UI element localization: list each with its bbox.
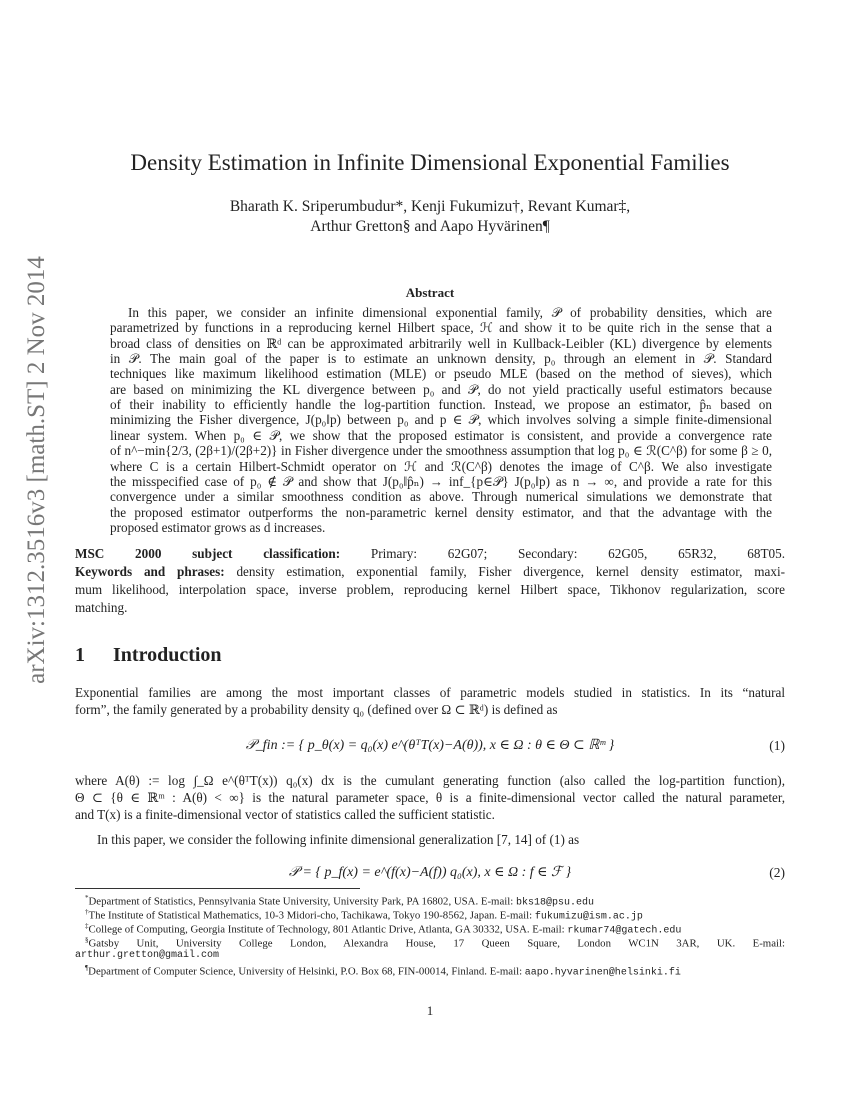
keywords-line: mum likelihood, interpolation space, inverse problem, reproducing kernel Hilbert space, Tikhonov regularization, score	[75, 582, 785, 597]
abstract-line: where C is a certain Hilbert-Schmidt operator on ℋ and ℛ(C^β) denotes the image of C^β. We also investigate	[110, 458, 773, 474]
footnote-email[interactable]: bks18@psu.edu	[515, 897, 594, 909]
paper-title: Density Estimation in Infinite Dimensional Exponential Families	[130, 150, 730, 175]
footnote-email[interactable]: aapo.hyvarinen@helsinki.fi	[524, 967, 681, 979]
keywords-label: Keywords and phrases:	[75, 564, 225, 579]
abstract-line: the misspecified case of p₀ ∉ 𝒫 and show that J(p₀‖p̂ₙ) → inf_{p∈𝒫} J(p₀‖p) as n → ∞, and provide a rate for this	[110, 473, 772, 489]
footnote-text: The Institute of Statistical Mathematics, 10-3 Midori-cho, Tachikawa, Tokyo 190-8562, Japan. E-mail:	[88, 909, 535, 922]
body-line: where A(θ) := log ∫_Ω e^(θᵀT(x)) q₀(x) dx is the cumulant generating function (also called the log-partition function),	[75, 773, 785, 788]
footnote-email[interactable]: arthur.gretton@gmail.com	[75, 950, 220, 961]
abstract-line: of their inability to efficiently handle the log-partition function. Instead, we propose an estimator, p̂ₙ based on	[110, 397, 772, 413]
body-line: and T(x) is a finite-dimensional vector of statistics called the sufficient statistic.	[75, 807, 495, 822]
footnote-mark: ¶	[85, 964, 89, 972]
msc-classification	[75, 546, 785, 561]
equation-1: 𝒫_fin := { p_θ(x) = q₀(x) e^(θᵀT(x)−A(θ)), x ∈ Ω : θ ∈ Θ ⊂ ℝᵐ }	[245, 738, 615, 753]
authors-line-1: Bharath K. Sriperumbudur*, Kenji Fukumizu†, Revant Kumar‡,	[229, 198, 631, 215]
abstract-heading: Abstract	[405, 285, 455, 300]
abstract-line: convergence under a similar smoothness condition as above. Through numerical simulations we demonstrate that	[110, 489, 772, 505]
body-line: In this paper, we consider the following infinite dimensional generalization [7, 14] of (1) as	[97, 832, 580, 847]
footnote-mark: ‡	[85, 922, 89, 930]
abstract-line: in 𝒫. The main goal of the paper is to estimate an unknown density, p₀ through an element in 𝒫. Standard	[110, 351, 772, 367]
abstract-line: the proposed estimator outperforms the non-parametric kernel density estimator, and that the advantage with the	[110, 504, 772, 520]
equation-2: 𝒫 = { p_f(x) = e^(f(x)−A(f)) q₀(x), x ∈ Ω : f ∈ ℱ }	[288, 865, 572, 880]
abstract-line: parametrized by functions in a reproducing kernel Hilbert space, ℋ and show it to be quite rich in the sense that a	[110, 320, 772, 336]
abstract-line: proposed estimator grows as d increases.	[110, 519, 326, 535]
footnote-text: Department of Statistics, Pennsylvania State University, University Park, PA 16802, USA. E-mail:	[88, 895, 516, 908]
keywords-line	[75, 564, 785, 579]
msc-label: MSC 2000 subject classification:	[75, 546, 341, 561]
page-number: 1	[426, 1003, 434, 1018]
section-heading	[75, 644, 250, 667]
footnote-mark: †	[85, 908, 89, 916]
abstract-line: linear system. When p₀ ∈ 𝒫, we show that the proposed estimator is consistent, and provide a convergence rate	[110, 427, 772, 443]
footnote-mark: §	[85, 936, 89, 944]
keywords-line: matching.	[75, 600, 128, 615]
abstract-line: minimizing the Fisher divergence, J(p₀‖p) between p₀ and p ∈ 𝒫, which involves solving a simple finite-dimensional	[110, 412, 772, 428]
body-line: form”, the family generated by a probability density q₀ (defined over Ω ⊂ ℝᵈ) is defined as	[75, 702, 558, 717]
body-line: Exponential families are among the most important classes of parametric models studied in statistics. In its “natural	[75, 685, 785, 700]
abstract-line: broad class of densities on ℝᵈ can be approximated arbitrarily well in Kullback-Leibler (KL) divergence by elements	[110, 335, 772, 351]
arxiv-identifier: arXiv:1312.3516v3 [math.ST] 2 Nov 2014	[23, 256, 50, 684]
footnote-text: Department of Computer Science, University of Helsinki, P.O. Box 68, FIN-00014, Finland. E-mail:	[88, 965, 525, 978]
abstract-line: are based on minimizing the KL divergence between p₀ and 𝒫, do not yield practically useful estimators because	[110, 381, 772, 397]
footnote-email[interactable]: rkumar74@gatech.edu	[567, 925, 682, 937]
footnote-text: Gatsby Unit, University College London, Alexandra House, 17 Queen Square, London WC1N 3AR, UK. E-mail:	[88, 937, 785, 950]
footnote-email[interactable]: fukumizu@ism.ac.jp	[534, 911, 643, 923]
footnote	[85, 962, 681, 980]
authors-line-2: Arthur Gretton§ and Aapo Hyvärinen¶	[310, 218, 550, 235]
equation-2-number: (2)	[769, 865, 785, 880]
footnote-text: College of Computing, Georgia Institute of Technology, 801 Atlantic Drive, Atlanta, GA 30332, USA. E-mail:	[88, 923, 568, 936]
abstract-line: In this paper, we consider an infinite dimensional exponential family, 𝒫 of probability densities, which are	[128, 305, 772, 320]
abstract-line: techniques like maximum likelihood estimation (MLE) or pseudo MLE (based on the method of sieves), which	[110, 366, 772, 382]
equation-1-number: (1)	[769, 738, 785, 753]
footnote-continuation	[75, 948, 219, 962]
footnote-rule	[75, 888, 360, 889]
abstract-line: of n^−min{2/3, (2β+1)/(2β+2)} in Fisher divergence under the smoothness assumption that log p₀ ∈ ℛ(C^β) for some β ≥ 0,	[110, 443, 772, 459]
section-title: Introduction	[113, 644, 222, 666]
msc-text: Primary: 62G07; Secondary: 62G05, 65R32, 68T05.	[340, 546, 786, 561]
body-line: Θ ⊂ {θ ∈ ℝᵐ : A(θ) < ∞} is the natural parameter space, θ is a finite-dimensional vector called the natural parameter,	[75, 790, 785, 805]
footnote-mark: *	[85, 894, 89, 902]
keywords-text: density estimation, exponential family, Fisher divergence, kernel density estimator, maxi-	[224, 564, 785, 579]
section-number: 1	[75, 644, 85, 666]
